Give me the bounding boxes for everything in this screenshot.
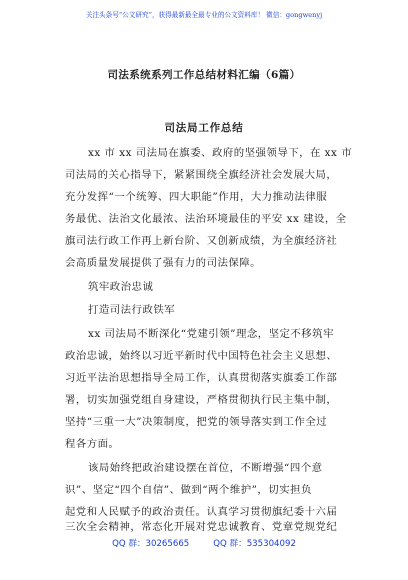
paragraph-line: 识”、坚定“四个自信”、做到“两个维护”，切实担负 [65,484,312,496]
footer-qq-group-2: QQ 群：535304092 [213,539,296,549]
paragraph-line: 充分发挥“一个统筹、四大职能”作用，大力推动法律服 [65,191,328,203]
header-banner: 关注头条号“公文研究”，获得最新最全最专业的公文资料库！ 微信：gongwenyj [85,11,323,19]
subheading-line: 筑牢政治忠诚 [88,281,154,293]
footer-qq-group-1: QQ 群：30265665 [112,539,190,549]
paragraph-line: 坚持“三重一大”决策制度，把党的领导落实到工作全过 [65,416,328,428]
paragraph-line: 程各方面。 [65,438,120,450]
paragraph-line: 起党和人民赋予的政治责任。认真学习贯彻旗纪委十六届 [65,506,338,518]
paragraph-line: 该局始终把政治建设摆在首位，不断增强“四个意 [88,462,323,474]
paragraph-line: 政治忠诚，始终以习近平新时代中国特色社会主义思想、 [65,350,338,362]
paragraph-line: 务最优、法治文化最浓、法治环境最佳的平安 xx 建设，全 [65,213,347,225]
paragraph-line: 旗司法行政工作再上新台阶、又创新成绩，为全旗经济社 [65,235,338,247]
paragraph-line: 会高质量发展提供了强有力的司法保障。 [65,257,262,269]
document-title: 司法系统系列工作总结材料汇编（6篇） [107,69,301,81]
footer-contact [0,537,408,549]
paragraph-line: 署，切实加强党组自身建设，严格贯彻执行民主集中制， [65,394,338,406]
subheading-line: 打造司法行政铁军 [88,304,176,316]
paragraph-line: xx 市 xx 司法局在旗委、政府的坚强领导下，在 xx 市 [88,147,353,159]
section-title: 司法局工作总结 [164,122,244,134]
paragraph-line: 司法局的关心指导下，紧紧围绕全旗经济社会发展大局， [65,169,338,181]
paragraph-line: xx 司法局不断深化“党建引领”理念，坚定不移筑牢 [88,328,334,340]
paragraph-line: 习近平法治思想指导全局工作，认真贯彻落实旗委工作部 [65,372,338,384]
paragraph-line: 三次全会精神，常态化开展对党忠诚教育、党章党规党纪 [65,521,338,533]
